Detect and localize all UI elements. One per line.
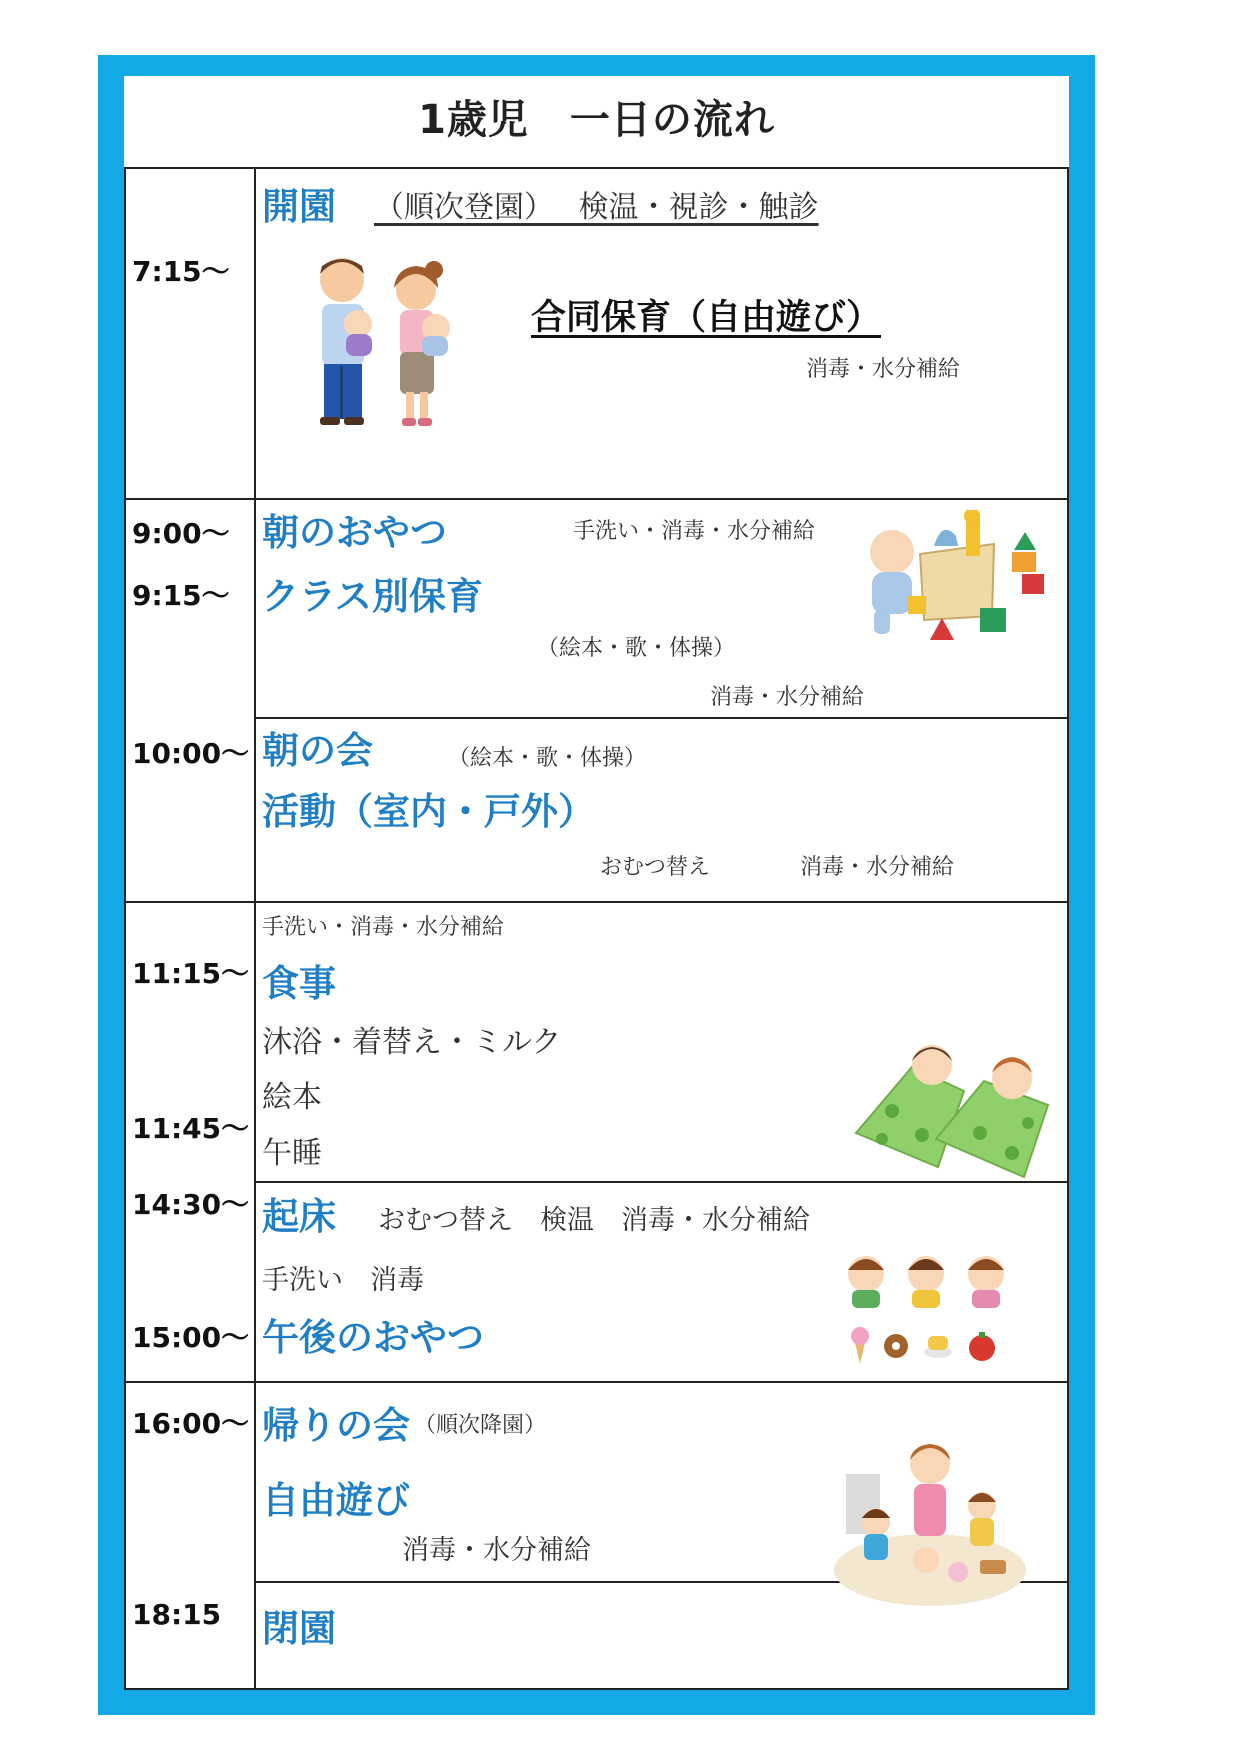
- handwash-disinfect: 手洗い 消毒: [262, 1265, 424, 1296]
- goodbye-meeting-note: （順次降園）: [414, 1413, 547, 1438]
- baby-with-toys-icon: [864, 510, 1054, 650]
- wake-up-heading: 起床: [262, 1195, 336, 1238]
- row1-note: 消毒・水分補給: [806, 357, 961, 382]
- table-top: [124, 167, 1069, 169]
- table-outer-left: [124, 167, 126, 1690]
- morning-snack-note: 手洗い・消毒・水分補給: [573, 519, 816, 544]
- morning-snack-heading: 朝のおやつ: [262, 511, 447, 554]
- activity-heading: 活動（室内・戸外）: [262, 790, 595, 833]
- opening-subtext: （順次登園） 検温・視診・触診: [374, 190, 819, 225]
- time-1500: 15:00～: [132, 1321, 250, 1354]
- children-and-snacks-icon: [844, 1252, 1014, 1372]
- time-1600: 16:00～: [132, 1407, 250, 1440]
- row-divider-3: [124, 901, 1069, 903]
- morning-meeting-heading: 朝の会: [262, 729, 373, 772]
- parents-with-babies-icon: [300, 252, 470, 437]
- row3-note: 消毒・水分補給: [800, 855, 955, 880]
- teacher-playing-with-children-icon: [830, 1440, 1030, 1610]
- time-0900: 9:00～: [132, 517, 230, 550]
- picture-book: 絵本: [262, 1080, 322, 1115]
- time-column-divider: [254, 167, 256, 1690]
- time-1430: 14:30～: [132, 1188, 250, 1221]
- nap: 午睡: [262, 1136, 322, 1171]
- opening-heading: 開園: [262, 185, 336, 228]
- time-1815: 18:15: [132, 1598, 222, 1631]
- handwash-note: 手洗い・消毒・水分補給: [262, 915, 505, 940]
- row-divider-5: [124, 1381, 1069, 1383]
- time-0715: 7:15～: [132, 255, 230, 288]
- joint-care-heading: 合同保育（自由遊び）: [531, 298, 882, 338]
- time-1145: 11:45～: [132, 1112, 250, 1145]
- wake-up-note: おむつ替え 検温 消毒・水分補給: [378, 1205, 810, 1236]
- table-outer-right: [1067, 167, 1069, 1690]
- row-divider-2: [254, 717, 1069, 719]
- time-1000: 10:00～: [132, 737, 250, 770]
- time-1115: 11:15～: [132, 957, 250, 990]
- row2-note: 消毒・水分補給: [710, 685, 865, 710]
- diaper-change-note: おむつ替え: [600, 855, 711, 880]
- sleeping-children-icon: [852, 1043, 1052, 1178]
- free-play-heading: 自由遊び: [262, 1479, 410, 1522]
- table-bottom: [124, 1688, 1069, 1690]
- row6-note: 消毒・水分補給: [402, 1535, 591, 1566]
- page-title: 1歳児 一日の流れ: [418, 97, 775, 143]
- row-divider-4: [254, 1181, 1069, 1183]
- closing-heading: 閉園: [262, 1607, 336, 1650]
- meal-heading: 食事: [262, 962, 336, 1005]
- class-care-activities: （絵本・歌・体操）: [537, 636, 736, 661]
- class-care-heading: クラス別保育: [262, 575, 483, 618]
- morning-meeting-activities: （絵本・歌・体操）: [448, 746, 647, 771]
- bath-change-milk: 沐浴・着替え・ミルク: [262, 1025, 562, 1060]
- afternoon-snack-heading: 午後のおやつ: [262, 1316, 484, 1359]
- row-divider-1: [124, 498, 1069, 500]
- goodbye-meeting-heading: 帰りの会: [262, 1404, 410, 1447]
- time-0915: 9:15～: [132, 579, 230, 612]
